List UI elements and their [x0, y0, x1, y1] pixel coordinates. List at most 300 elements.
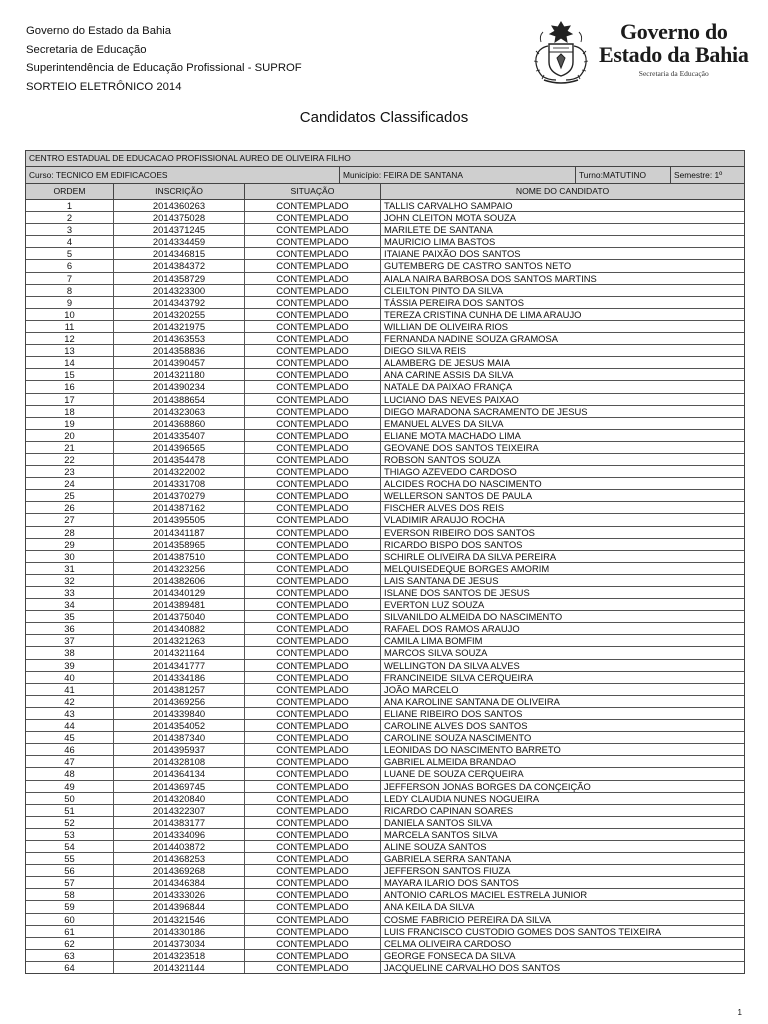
- table-row: [26, 865, 744, 877]
- status-cell: CONTEMPLADO: [245, 502, 381, 513]
- candidate-name-cell: MELQUISEDEQUE BORGES AMORIM: [384, 562, 550, 574]
- status-cell: CONTEMPLADO: [245, 660, 381, 671]
- course-info-row: [26, 167, 744, 184]
- table-row: [26, 418, 744, 430]
- table-row: [26, 696, 744, 708]
- registration-cell: 2014369745: [114, 781, 245, 792]
- status-cell: CONTEMPLADO: [245, 962, 381, 973]
- candidate-name-cell: LUCIANO DAS NEVES PAIXAO: [384, 393, 519, 405]
- candidate-name-cell: CELMA OLIVEIRA CARDOSO: [384, 937, 512, 949]
- registration-cell: 2014387510: [114, 551, 245, 562]
- order-cell: 14: [26, 357, 114, 368]
- candidate-name-cell: COSME FABRICIO PEREIRA DA SILVA: [384, 913, 551, 925]
- registration-cell: 2014328108: [114, 756, 245, 767]
- table-body: [26, 200, 744, 973]
- order-cell: 18: [26, 406, 114, 417]
- column-header-registration: INSCRIÇÃO: [114, 184, 245, 199]
- candidate-name-cell: GABRIELA SERRA SANTANA: [384, 853, 511, 865]
- registration-cell: 2014389481: [114, 599, 245, 610]
- table-row: [26, 551, 744, 563]
- registration-cell: 2014384372: [114, 260, 245, 271]
- candidate-name-cell: NATALE DA PAIXAO FRANÇA: [384, 381, 513, 393]
- column-header-status: SITUAÇÃO: [245, 184, 381, 199]
- registration-cell: 2014321263: [114, 635, 245, 646]
- registration-cell: 2014358836: [114, 345, 245, 356]
- registration-cell: 2014368860: [114, 418, 245, 429]
- status-cell: CONTEMPLADO: [245, 514, 381, 525]
- registration-cell: 2014369256: [114, 696, 245, 707]
- registration-cell: 2014322307: [114, 805, 245, 816]
- status-cell: CONTEMPLADO: [245, 696, 381, 707]
- table-row: [26, 381, 744, 393]
- table-row: [26, 914, 744, 926]
- status-cell: CONTEMPLADO: [245, 805, 381, 816]
- candidate-name-cell: ROBSON SANTOS SOUZA: [384, 453, 501, 465]
- status-cell: CONTEMPLADO: [245, 297, 381, 308]
- candidate-name-cell: TEREZA CRISTINA CUNHA DE LIMA ARAUJO: [384, 308, 582, 320]
- status-cell: CONTEMPLADO: [245, 635, 381, 646]
- order-cell: 49: [26, 781, 114, 792]
- order-cell: 24: [26, 478, 114, 489]
- registration-cell: 2014396565: [114, 442, 245, 453]
- government-wordmark: [599, 20, 749, 78]
- order-cell: 33: [26, 587, 114, 598]
- order-cell: 53: [26, 829, 114, 840]
- order-cell: 41: [26, 684, 114, 695]
- table-row: [26, 599, 744, 611]
- candidate-name-cell: MARCELA SANTOS SILVA: [384, 828, 498, 840]
- status-cell: CONTEMPLADO: [245, 914, 381, 925]
- registration-cell: 2014360263: [114, 200, 245, 211]
- registration-cell: 2014340882: [114, 623, 245, 634]
- table-row: [26, 212, 744, 224]
- status-cell: CONTEMPLADO: [245, 708, 381, 719]
- order-cell: 44: [26, 720, 114, 731]
- order-cell: 43: [26, 708, 114, 719]
- table-row: [26, 901, 744, 913]
- table-row: [26, 260, 744, 272]
- government-logo: [530, 18, 750, 88]
- table-row: [26, 442, 744, 454]
- header-line-government: Governo do Estado da Bahia: [26, 25, 172, 37]
- registration-cell: 2014390457: [114, 357, 245, 368]
- candidate-name-cell: MAYARA ILARIO DOS SANTOS: [384, 877, 519, 889]
- registration-cell: 2014381257: [114, 684, 245, 695]
- candidate-name-cell: ELIANE MOTA MACHADO LIMA: [384, 429, 521, 441]
- table-row: [26, 539, 744, 551]
- registration-cell: 2014334459: [114, 236, 245, 247]
- order-cell: 54: [26, 841, 114, 852]
- table-row: [26, 744, 744, 756]
- registration-cell: 2014323300: [114, 285, 245, 296]
- candidate-name-cell: LAIS SANTANA DE JESUS: [384, 574, 499, 586]
- table-row: [26, 297, 744, 309]
- registration-cell: 2014370279: [114, 490, 245, 501]
- candidate-name-cell: ANA CARINE ASSIS DA SILVA: [384, 369, 514, 381]
- order-cell: 58: [26, 889, 114, 900]
- table-row: [26, 950, 744, 962]
- order-cell: 52: [26, 817, 114, 828]
- table-row: [26, 720, 744, 732]
- order-cell: 57: [26, 877, 114, 888]
- status-cell: CONTEMPLADO: [245, 781, 381, 792]
- table-row: [26, 273, 744, 285]
- status-cell: CONTEMPLADO: [245, 466, 381, 477]
- table-row: [26, 793, 744, 805]
- registration-cell: 2014341777: [114, 660, 245, 671]
- table-row: [26, 926, 744, 938]
- table-row: [26, 623, 744, 635]
- order-cell: 36: [26, 623, 114, 634]
- status-cell: CONTEMPLADO: [245, 841, 381, 852]
- status-cell: CONTEMPLADO: [245, 236, 381, 247]
- status-cell: CONTEMPLADO: [245, 212, 381, 223]
- registration-cell: 2014321144: [114, 962, 245, 973]
- candidate-name-cell: ITAIANE PAIXÃO DOS SANTOS: [384, 248, 521, 260]
- registration-cell: 2014375028: [114, 212, 245, 223]
- table-row: [26, 732, 744, 744]
- status-cell: CONTEMPLADO: [245, 817, 381, 828]
- order-cell: 63: [26, 950, 114, 961]
- course-cell: Curso: TECNICO EM EDIFICACOES: [26, 167, 340, 183]
- registration-cell: 2014321164: [114, 647, 245, 658]
- candidate-name-cell: LEONIDAS DO NASCIMENTO BARRETO: [384, 744, 561, 756]
- candidate-name-cell: EVERSON RIBEIRO DOS SANTOS: [384, 526, 535, 538]
- table-header: [26, 184, 744, 200]
- registration-cell: 2014396844: [114, 901, 245, 912]
- column-header-order: ORDEM: [26, 184, 114, 199]
- candidate-name-cell: TALLIS CARVALHO SAMPAIO: [384, 200, 513, 211]
- status-cell: CONTEMPLADO: [245, 744, 381, 755]
- order-cell: 46: [26, 744, 114, 755]
- table-row: [26, 345, 744, 357]
- candidate-name-cell: AIALA NAIRA BARBOSA DOS SANTOS MARTINS: [384, 272, 597, 284]
- registration-cell: 2014346384: [114, 877, 245, 888]
- order-cell: 2: [26, 212, 114, 223]
- registration-cell: 2014373034: [114, 938, 245, 949]
- table-row: [26, 236, 744, 248]
- table-row: [26, 527, 744, 539]
- order-cell: 56: [26, 865, 114, 876]
- registration-cell: 2014330186: [114, 926, 245, 937]
- status-cell: CONTEMPLADO: [245, 260, 381, 271]
- registration-cell: 2014320840: [114, 793, 245, 804]
- status-cell: CONTEMPLADO: [245, 599, 381, 610]
- status-cell: CONTEMPLADO: [245, 200, 381, 211]
- table-row: [26, 369, 744, 381]
- candidate-name-cell: FRANCINEIDE SILVA CERQUEIRA: [384, 671, 534, 683]
- order-cell: 55: [26, 853, 114, 864]
- candidate-name-cell: JOHN CLEITON MOTA SOUZA: [384, 212, 516, 224]
- status-cell: CONTEMPLADO: [245, 829, 381, 840]
- candidate-name-cell: GUTEMBERG DE CASTRO SANTOS NETO: [384, 260, 572, 272]
- candidate-name-cell: VLADIMIR ARAUJO ROCHA: [384, 514, 505, 526]
- order-cell: 39: [26, 660, 114, 671]
- order-cell: 27: [26, 514, 114, 525]
- status-cell: CONTEMPLADO: [245, 345, 381, 356]
- order-cell: 4: [26, 236, 114, 247]
- candidate-name-cell: JACQUELINE CARVALHO DOS SANTOS: [384, 961, 561, 973]
- status-cell: CONTEMPLADO: [245, 527, 381, 538]
- registration-cell: 2014343792: [114, 297, 245, 308]
- order-cell: 22: [26, 454, 114, 465]
- table-row: [26, 563, 744, 575]
- order-cell: 51: [26, 805, 114, 816]
- table-row: [26, 781, 744, 793]
- table-row: [26, 635, 744, 647]
- table-row: [26, 333, 744, 345]
- header-line-superintendency: Superintendência de Educação Profissional - SUPROF: [26, 62, 302, 75]
- candidate-name-cell: ELIANE RIBEIRO DOS SANTOS: [384, 707, 523, 719]
- order-cell: 64: [26, 962, 114, 973]
- status-cell: CONTEMPLADO: [245, 865, 381, 876]
- candidate-name-cell: RICARDO BISPO DOS SANTOS: [384, 538, 523, 550]
- order-cell: 47: [26, 756, 114, 767]
- candidate-name-cell: CLEILTON PINTO DA SILVA: [384, 284, 503, 296]
- candidate-name-cell: THIAGO AZEVEDO CARDOSO: [384, 466, 517, 478]
- table-row: [26, 889, 744, 901]
- page-title: Candidatos Classificados: [299, 109, 469, 126]
- candidate-name-cell: ANA KEILA DA SILVA: [384, 901, 475, 913]
- registration-cell: 2014320255: [114, 309, 245, 320]
- status-cell: CONTEMPLADO: [245, 563, 381, 574]
- candidate-name-cell: ALAMBERG DE JESUS MAIA: [384, 357, 511, 369]
- registration-cell: 2014358965: [114, 539, 245, 550]
- order-cell: 45: [26, 732, 114, 743]
- candidate-name-cell: GABRIEL ALMEIDA BRANDAO: [384, 756, 516, 768]
- status-cell: CONTEMPLADO: [245, 406, 381, 417]
- registration-cell: 2014363553: [114, 333, 245, 344]
- registration-cell: 2014388654: [114, 394, 245, 405]
- registration-cell: 2014387162: [114, 502, 245, 513]
- table-row: [26, 829, 744, 841]
- table-row: [26, 454, 744, 466]
- status-cell: CONTEMPLADO: [245, 418, 381, 429]
- candidate-name-cell: WILLIAN DE OLIVEIRA RIOS: [384, 320, 508, 332]
- candidate-name-cell: JOÃO MARCELO: [384, 683, 459, 695]
- table-row: [26, 248, 744, 260]
- status-cell: CONTEMPLADO: [245, 309, 381, 320]
- table-row: [26, 708, 744, 720]
- candidate-name-cell: DANIELA SANTOS SILVA: [384, 816, 493, 828]
- order-cell: 35: [26, 611, 114, 622]
- table-row: [26, 647, 744, 659]
- candidate-name-cell: MAURICIO LIMA BASTOS: [384, 236, 496, 248]
- registration-cell: 2014339840: [114, 708, 245, 719]
- registration-cell: 2014403872: [114, 841, 245, 852]
- candidate-name-cell: FERNANDA NADINE SOUZA GRAMOSA: [384, 333, 558, 345]
- status-cell: CONTEMPLADO: [245, 950, 381, 961]
- order-cell: 13: [26, 345, 114, 356]
- registration-cell: 2014368253: [114, 853, 245, 864]
- status-cell: CONTEMPLADO: [245, 357, 381, 368]
- table-row: [26, 406, 744, 418]
- status-cell: CONTEMPLADO: [245, 938, 381, 949]
- status-cell: CONTEMPLADO: [245, 684, 381, 695]
- candidate-name-cell: DIEGO MARADONA SACRAMENTO DE JESUS: [384, 405, 588, 417]
- candidate-name-cell: ALCIDES ROCHA DO NASCIMENTO: [384, 478, 542, 490]
- order-cell: 1: [26, 200, 114, 211]
- table-row: [26, 466, 744, 478]
- status-cell: CONTEMPLADO: [245, 369, 381, 380]
- school-name: CENTRO ESTADUAL DE EDUCACAO PROFISSIONAL AUREO DE OLIVEIRA FILHO: [26, 151, 744, 167]
- candidate-name-cell: SILVANILDO ALMEIDA DO NASCIMENTO: [384, 611, 563, 623]
- candidate-name-cell: JEFFERSON JONAS BORGES DA CONÇEIÇÃO: [384, 780, 591, 792]
- table-row: [26, 684, 744, 696]
- candidate-name-cell: RICARDO CAPINAN SOARES: [384, 804, 514, 816]
- registration-cell: 2014371245: [114, 224, 245, 235]
- order-cell: 34: [26, 599, 114, 610]
- table-row: [26, 587, 744, 599]
- status-cell: CONTEMPLADO: [245, 647, 381, 658]
- order-cell: 9: [26, 297, 114, 308]
- order-cell: 42: [26, 696, 114, 707]
- candidate-name-cell: MARCOS SILVA SOUZA: [384, 647, 488, 659]
- shift-cell: Turno:MATUTINO: [576, 167, 671, 183]
- registration-cell: 2014341187: [114, 527, 245, 538]
- table-row: [26, 357, 744, 369]
- order-cell: 7: [26, 273, 114, 284]
- table-row: [26, 309, 744, 321]
- status-cell: CONTEMPLADO: [245, 889, 381, 900]
- status-cell: CONTEMPLADO: [245, 877, 381, 888]
- table-row: [26, 321, 744, 333]
- registration-cell: 2014395937: [114, 744, 245, 755]
- order-cell: 11: [26, 321, 114, 332]
- registration-cell: 2014321546: [114, 914, 245, 925]
- registration-cell: 2014382606: [114, 575, 245, 586]
- table-row: [26, 285, 744, 297]
- order-cell: 5: [26, 248, 114, 259]
- order-cell: 50: [26, 793, 114, 804]
- table-row: [26, 853, 744, 865]
- table-row: [26, 841, 744, 853]
- status-cell: CONTEMPLADO: [245, 394, 381, 405]
- registration-cell: 2014346815: [114, 248, 245, 259]
- municipality-cell: Município: FEIRA DE SANTANA: [340, 167, 576, 183]
- status-cell: CONTEMPLADO: [245, 333, 381, 344]
- order-cell: 8: [26, 285, 114, 296]
- order-cell: 15: [26, 369, 114, 380]
- registration-cell: 2014333026: [114, 889, 245, 900]
- order-cell: 40: [26, 672, 114, 683]
- order-cell: 10: [26, 309, 114, 320]
- candidate-name-cell: DIEGO SILVA REIS: [384, 345, 466, 357]
- status-cell: CONTEMPLADO: [245, 768, 381, 779]
- candidate-name-cell: ANA KAROLINE SANTANA DE OLIVEIRA: [384, 695, 560, 707]
- order-cell: 25: [26, 490, 114, 501]
- registration-cell: 2014364134: [114, 768, 245, 779]
- table-row: [26, 768, 744, 780]
- order-cell: 59: [26, 901, 114, 912]
- order-cell: 37: [26, 635, 114, 646]
- header-line-event: SORTEIO ELETRÔNICO 2014: [26, 80, 182, 93]
- order-cell: 16: [26, 381, 114, 392]
- candidate-name-cell: WELLERSON SANTOS DE PAULA: [384, 490, 533, 502]
- table-row: [26, 430, 744, 442]
- status-cell: CONTEMPLADO: [245, 539, 381, 550]
- header-line-secretariat: Secretaria de Educação: [26, 43, 147, 56]
- status-cell: CONTEMPLADO: [245, 248, 381, 259]
- coat-of-arms-icon: [530, 18, 592, 86]
- registration-cell: 2014323518: [114, 950, 245, 961]
- page-number: 1: [737, 1008, 742, 1017]
- candidate-name-cell: ALINE SOUZA SANTOS: [384, 840, 487, 852]
- candidate-name-cell: LUIS FRANCISCO CUSTODIO GOMES DOS SANTOS TEIXEIRA: [384, 925, 662, 937]
- wordmark-line-1: Governo do: [619, 19, 728, 44]
- status-cell: CONTEMPLADO: [245, 224, 381, 235]
- table-row: [26, 478, 744, 490]
- registration-cell: 2014354478: [114, 454, 245, 465]
- status-cell: CONTEMPLADO: [245, 623, 381, 634]
- registration-cell: 2014335407: [114, 430, 245, 441]
- candidate-name-cell: EMANUEL ALVES DA SILVA: [384, 417, 504, 429]
- table-row: [26, 514, 744, 526]
- status-cell: CONTEMPLADO: [245, 321, 381, 332]
- order-cell: 32: [26, 575, 114, 586]
- order-cell: 38: [26, 647, 114, 658]
- table-row: [26, 611, 744, 623]
- candidate-name-cell: CAROLINE SOUZA NASCIMENTO: [384, 732, 532, 744]
- wordmark-subtitle: Secretaria da Educação: [638, 69, 709, 78]
- order-cell: 29: [26, 539, 114, 550]
- candidate-name-cell: ISLANE DOS SANTOS DE JESUS: [384, 587, 530, 598]
- status-cell: CONTEMPLADO: [245, 720, 381, 731]
- status-cell: CONTEMPLADO: [245, 926, 381, 937]
- registration-cell: 2014331708: [114, 478, 245, 489]
- order-cell: 60: [26, 914, 114, 925]
- candidate-name-cell: SCHIRLE OLIVEIRA DA SILVA PEREIRA: [384, 550, 557, 562]
- status-cell: CONTEMPLADO: [245, 273, 381, 284]
- table-row: [26, 394, 744, 406]
- order-cell: 23: [26, 466, 114, 477]
- registration-cell: 2014383177: [114, 817, 245, 828]
- table-row: [26, 756, 744, 768]
- table-row: [26, 672, 744, 684]
- registration-cell: 2014358729: [114, 273, 245, 284]
- registration-cell: 2014395505: [114, 514, 245, 525]
- order-cell: 19: [26, 418, 114, 429]
- registration-cell: 2014323063: [114, 406, 245, 417]
- status-cell: CONTEMPLADO: [245, 430, 381, 441]
- table-row: [26, 502, 744, 514]
- candidate-name-cell: MARILETE DE SANTANA: [384, 224, 493, 236]
- registration-cell: 2014390234: [114, 381, 245, 392]
- status-cell: CONTEMPLADO: [245, 901, 381, 912]
- table-row: [26, 962, 744, 973]
- order-cell: 31: [26, 563, 114, 574]
- candidates-table: [25, 150, 745, 974]
- wordmark-line-2: Estado da Bahia: [599, 42, 749, 67]
- status-cell: CONTEMPLADO: [245, 575, 381, 586]
- status-cell: CONTEMPLADO: [245, 285, 381, 296]
- order-cell: 21: [26, 442, 114, 453]
- candidate-name-cell: GEOVANE DOS SANTOS TEIXEIRA: [384, 441, 539, 453]
- status-cell: CONTEMPLADO: [245, 454, 381, 465]
- candidate-name-cell: ANTONIO CARLOS MACIEL ESTRELA JUNIOR: [384, 889, 588, 901]
- candidate-name-cell: JEFFERSON SANTOS FIUZA: [384, 865, 511, 877]
- column-header-candidate-name: NOME DO CANDIDATO: [515, 186, 610, 196]
- candidate-name-cell: CAMILA LIMA BOMFIM: [384, 635, 483, 647]
- table-row: [26, 805, 744, 817]
- status-cell: CONTEMPLADO: [245, 478, 381, 489]
- table-row: [26, 660, 744, 672]
- registration-cell: 2014340129: [114, 587, 245, 598]
- candidate-name-cell: WELLINGTON DA SILVA ALVES: [384, 659, 520, 671]
- order-cell: 3: [26, 224, 114, 235]
- status-cell: CONTEMPLADO: [245, 793, 381, 804]
- status-cell: CONTEMPLADO: [245, 732, 381, 743]
